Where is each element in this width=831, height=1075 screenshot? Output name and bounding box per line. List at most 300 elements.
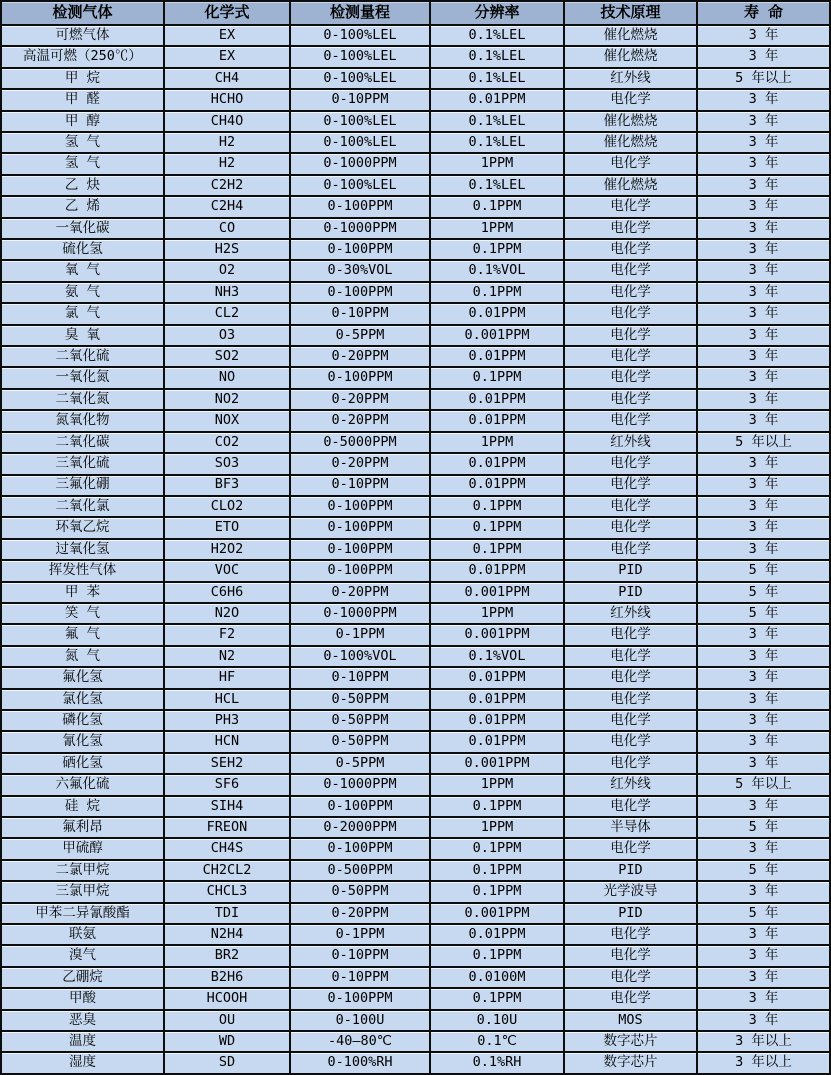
cell-range: 0-20PPM	[291, 583, 431, 604]
cell-principle: 催化燃烧	[565, 26, 698, 47]
cell-formula: N2H4	[165, 925, 291, 946]
cell-resolution: 0.1%VOL	[431, 647, 565, 668]
table-header-row	[2, 2, 831, 26]
cell-principle: 红外线	[565, 604, 698, 625]
table-row	[2, 583, 831, 604]
cell-principle: 电化学	[565, 968, 698, 989]
cell-lifespan: 3 年	[698, 347, 831, 368]
cell-gas-name: 溴气	[2, 946, 165, 967]
cell-resolution: 0.1PPM	[431, 946, 565, 967]
cell-lifespan: 3 年	[698, 390, 831, 411]
cell-formula: F2	[165, 625, 291, 646]
cell-lifespan: 3 年	[698, 797, 831, 818]
cell-lifespan: 3 年以上	[698, 1032, 831, 1053]
cell-formula: H2	[165, 154, 291, 175]
cell-principle: 电化学	[565, 711, 698, 732]
cell-lifespan: 3 年	[698, 454, 831, 475]
cell-gas-name: 二氧化碳	[2, 433, 165, 454]
cell-range: 0-100PPM	[291, 497, 431, 518]
cell-resolution: 0.1%LEL	[431, 69, 565, 90]
cell-lifespan: 3 年	[698, 989, 831, 1010]
cell-formula: HF	[165, 668, 291, 689]
cell-range: 0-10PPM	[291, 946, 431, 967]
cell-resolution: 0.01PPM	[431, 476, 565, 497]
table-row	[2, 946, 831, 967]
cell-range: 0-100PPM	[291, 240, 431, 261]
cell-principle: 电化学	[565, 797, 698, 818]
cell-formula: O2	[165, 261, 291, 282]
cell-lifespan: 5 年	[698, 561, 831, 582]
table-row	[2, 347, 831, 368]
table-row	[2, 797, 831, 818]
cell-range: 0-1000PPM	[291, 604, 431, 625]
cell-resolution: 0.01PPM	[431, 390, 565, 411]
table-row	[2, 454, 831, 475]
cell-gas-name: 甲硫醇	[2, 839, 165, 860]
cell-gas-name: 环氧乙烷	[2, 518, 165, 539]
cell-range: 0-10PPM	[291, 668, 431, 689]
cell-resolution: 0.1%LEL	[431, 26, 565, 47]
cell-lifespan: 3 年	[698, 625, 831, 646]
cell-range: 0-10PPM	[291, 304, 431, 325]
cell-gas-name: 甲苯二异氰酸酯	[2, 904, 165, 925]
cell-gas-name: 氢 气	[2, 133, 165, 154]
table-row	[2, 818, 831, 839]
cell-gas-name: 三氯甲烷	[2, 882, 165, 903]
cell-resolution: 0.01PPM	[431, 347, 565, 368]
table-row	[2, 219, 831, 240]
cell-principle: 电化学	[565, 518, 698, 539]
cell-range: 0-10PPM	[291, 968, 431, 989]
cell-formula: OU	[165, 1011, 291, 1032]
cell-lifespan: 3 年	[698, 304, 831, 325]
table-row	[2, 647, 831, 668]
cell-resolution: 1PPM	[431, 604, 565, 625]
cell-principle: 电化学	[565, 368, 698, 389]
cell-principle: 红外线	[565, 775, 698, 796]
cell-formula: BF3	[165, 476, 291, 497]
table-row	[2, 904, 831, 925]
table-row	[2, 433, 831, 454]
table-row	[2, 518, 831, 539]
cell-formula: SD	[165, 1053, 291, 1074]
table-row	[2, 925, 831, 946]
cell-gas-name: 氧 气	[2, 261, 165, 282]
table-row	[2, 69, 831, 90]
cell-resolution: 0.1PPM	[431, 240, 565, 261]
cell-range: 0-10PPM	[291, 90, 431, 111]
cell-formula: HCHO	[165, 90, 291, 111]
cell-resolution: 0.01PPM	[431, 925, 565, 946]
cell-lifespan: 3 年	[698, 647, 831, 668]
cell-principle: MOS	[565, 1011, 698, 1032]
cell-resolution: 0.001PPM	[431, 625, 565, 646]
cell-gas-name: 氯 气	[2, 304, 165, 325]
cell-formula: BR2	[165, 946, 291, 967]
cell-resolution: 0.1%VOL	[431, 261, 565, 282]
cell-gas-name: 乙 炔	[2, 176, 165, 197]
cell-resolution: 0.10U	[431, 1011, 565, 1032]
cell-gas-name: 氟 气	[2, 625, 165, 646]
cell-resolution: 0.01PPM	[431, 454, 565, 475]
cell-principle: 光学波导	[565, 882, 698, 903]
table-row	[2, 326, 831, 347]
cell-formula: NOX	[165, 411, 291, 432]
cell-principle: 电化学	[565, 454, 698, 475]
cell-resolution: 1PPM	[431, 775, 565, 796]
table-row	[2, 732, 831, 753]
cell-formula: PH3	[165, 711, 291, 732]
table-row	[2, 197, 831, 218]
cell-range: 0-20PPM	[291, 454, 431, 475]
cell-resolution: 0.1PPM	[431, 283, 565, 304]
cell-gas-name: 联氨	[2, 925, 165, 946]
cell-formula: NO	[165, 368, 291, 389]
cell-gas-name: 高温可燃（250℃）	[2, 47, 165, 68]
cell-lifespan: 3 年	[698, 732, 831, 753]
cell-range: 0-20PPM	[291, 411, 431, 432]
cell-gas-name: 氯化氢	[2, 690, 165, 711]
cell-formula: VOC	[165, 561, 291, 582]
cell-lifespan: 3 年	[698, 1011, 831, 1032]
cell-lifespan: 3 年	[698, 968, 831, 989]
cell-lifespan: 3 年	[698, 690, 831, 711]
cell-range: 0-100%VOL	[291, 647, 431, 668]
table-row	[2, 240, 831, 261]
table-row	[2, 1053, 831, 1074]
cell-principle: 电化学	[565, 540, 698, 561]
cell-lifespan: 3 年	[698, 154, 831, 175]
cell-gas-name: 氨 气	[2, 283, 165, 304]
cell-formula: H2S	[165, 240, 291, 261]
cell-range: 0-100U	[291, 1011, 431, 1032]
cell-gas-name: 恶臭	[2, 1011, 165, 1032]
table-row	[2, 112, 831, 133]
cell-range: 0-100%RH	[291, 1053, 431, 1074]
cell-lifespan: 5 年以上	[698, 433, 831, 454]
cell-formula: CHCL3	[165, 882, 291, 903]
cell-formula: HCN	[165, 732, 291, 753]
table-row	[2, 304, 831, 325]
cell-range: 0-100PPM	[291, 518, 431, 539]
cell-principle: 电化学	[565, 497, 698, 518]
table-row	[2, 668, 831, 689]
cell-resolution: 0.1%RH	[431, 1053, 565, 1074]
cell-formula: CH4	[165, 69, 291, 90]
cell-principle: 数字芯片	[565, 1032, 698, 1053]
cell-gas-name: 二氧化氯	[2, 497, 165, 518]
cell-lifespan: 5 年	[698, 604, 831, 625]
cell-principle: 电化学	[565, 668, 698, 689]
table-row	[2, 882, 831, 903]
cell-formula: NO2	[165, 390, 291, 411]
cell-gas-name: 二氧化氮	[2, 390, 165, 411]
cell-lifespan: 3 年	[698, 540, 831, 561]
column-header-resolution: 分辨率	[431, 2, 565, 26]
cell-gas-name: 挥发性气体	[2, 561, 165, 582]
cell-resolution: 0.1PPM	[431, 861, 565, 882]
cell-principle: 电化学	[565, 690, 698, 711]
cell-gas-name: 甲 苯	[2, 583, 165, 604]
cell-principle: 电化学	[565, 90, 698, 111]
cell-resolution: 0.1%LEL	[431, 176, 565, 197]
cell-resolution: 0.01PPM	[431, 668, 565, 689]
cell-formula: SEH2	[165, 754, 291, 775]
cell-principle: 电化学	[565, 219, 698, 240]
table-row	[2, 561, 831, 582]
cell-gas-name: 乙 烯	[2, 197, 165, 218]
table-row	[2, 411, 831, 432]
cell-principle: 电化学	[565, 347, 698, 368]
cell-principle: 电化学	[565, 154, 698, 175]
cell-principle: 电化学	[565, 925, 698, 946]
table-row	[2, 861, 831, 882]
cell-lifespan: 3 年	[698, 368, 831, 389]
cell-formula: SIH4	[165, 797, 291, 818]
cell-lifespan: 3 年以上	[698, 1053, 831, 1074]
cell-resolution: 0.001PPM	[431, 904, 565, 925]
cell-gas-name: 过氧化氢	[2, 540, 165, 561]
cell-lifespan: 3 年	[698, 946, 831, 967]
cell-formula: C2H2	[165, 176, 291, 197]
cell-resolution: 0.1PPM	[431, 497, 565, 518]
cell-lifespan: 3 年	[698, 197, 831, 218]
cell-gas-name: 甲 醛	[2, 90, 165, 111]
cell-resolution: 0.01PPM	[431, 304, 565, 325]
cell-principle: 电化学	[565, 946, 698, 967]
cell-principle: PID	[565, 904, 698, 925]
cell-principle: 电化学	[565, 476, 698, 497]
cell-principle: 催化燃烧	[565, 112, 698, 133]
cell-range: 0-100%LEL	[291, 176, 431, 197]
cell-formula: TDI	[165, 904, 291, 925]
cell-principle: PID	[565, 861, 698, 882]
table-row	[2, 968, 831, 989]
cell-range: 0-20PPM	[291, 390, 431, 411]
cell-principle: 电化学	[565, 261, 698, 282]
table-row	[2, 839, 831, 860]
cell-lifespan: 5 年	[698, 818, 831, 839]
table-row	[2, 989, 831, 1010]
cell-range: 0-50PPM	[291, 732, 431, 753]
cell-gas-name: 氟利昂	[2, 818, 165, 839]
cell-principle: 电化学	[565, 197, 698, 218]
cell-principle: 催化燃烧	[565, 133, 698, 154]
cell-range: 0-100PPM	[291, 368, 431, 389]
cell-gas-name: 二氯甲烷	[2, 861, 165, 882]
table-row	[2, 261, 831, 282]
cell-principle: PID	[565, 561, 698, 582]
cell-range: 0-1000PPM	[291, 775, 431, 796]
cell-formula: CO2	[165, 433, 291, 454]
cell-range: 0-500PPM	[291, 861, 431, 882]
cell-formula: FREON	[165, 818, 291, 839]
cell-lifespan: 3 年	[698, 711, 831, 732]
cell-formula: SO3	[165, 454, 291, 475]
cell-formula: CL2	[165, 304, 291, 325]
cell-resolution: 0.01PPM	[431, 411, 565, 432]
cell-resolution: 0.1PPM	[431, 839, 565, 860]
cell-gas-name: 乙硼烷	[2, 968, 165, 989]
table-row	[2, 625, 831, 646]
cell-resolution: 0.001PPM	[431, 754, 565, 775]
table-row	[2, 476, 831, 497]
table-row	[2, 133, 831, 154]
cell-lifespan: 3 年	[698, 219, 831, 240]
table-row	[2, 90, 831, 111]
cell-gas-name: 六氟化硫	[2, 775, 165, 796]
cell-formula: CH2CL2	[165, 861, 291, 882]
cell-range: 0-100%LEL	[291, 133, 431, 154]
cell-gas-name: 硒化氢	[2, 754, 165, 775]
cell-gas-name: 氰化氢	[2, 732, 165, 753]
cell-formula: C2H4	[165, 197, 291, 218]
cell-resolution: 0.1PPM	[431, 540, 565, 561]
cell-range: 0-100PPM	[291, 797, 431, 818]
cell-resolution: 1PPM	[431, 433, 565, 454]
cell-gas-name: 甲酸	[2, 989, 165, 1010]
cell-formula: SF6	[165, 775, 291, 796]
cell-gas-name: 臭 氧	[2, 326, 165, 347]
cell-formula: CH4S	[165, 839, 291, 860]
cell-principle: 数字芯片	[565, 1053, 698, 1074]
cell-gas-name: 硫化氢	[2, 240, 165, 261]
cell-resolution: 0.1℃	[431, 1032, 565, 1053]
cell-lifespan: 3 年	[698, 90, 831, 111]
cell-formula: SO2	[165, 347, 291, 368]
table-row	[2, 154, 831, 175]
table-row	[2, 540, 831, 561]
cell-range: 0-100PPM	[291, 540, 431, 561]
cell-range: 0-5000PPM	[291, 433, 431, 454]
cell-lifespan: 3 年	[698, 839, 831, 860]
cell-lifespan: 3 年	[698, 411, 831, 432]
table-row	[2, 176, 831, 197]
cell-resolution: 0.01PPM	[431, 711, 565, 732]
cell-range: 0-100PPM	[291, 989, 431, 1010]
cell-range: 0-100%LEL	[291, 47, 431, 68]
cell-resolution: 0.1PPM	[431, 368, 565, 389]
cell-lifespan: 3 年	[698, 133, 831, 154]
cell-range: 0-1PPM	[291, 925, 431, 946]
cell-range: 0-100%LEL	[291, 69, 431, 90]
cell-range: 0-20PPM	[291, 347, 431, 368]
cell-range: 0-50PPM	[291, 882, 431, 903]
cell-formula: HCOOH	[165, 989, 291, 1010]
column-header-principle: 技术原理	[565, 2, 698, 26]
table-row	[2, 283, 831, 304]
cell-range: 0-100%LEL	[291, 26, 431, 47]
column-header-gas: 检测气体	[2, 2, 165, 26]
cell-principle: 电化学	[565, 989, 698, 1010]
cell-lifespan: 3 年	[698, 47, 831, 68]
cell-formula: CO	[165, 219, 291, 240]
cell-gas-name: 氟化氢	[2, 668, 165, 689]
cell-formula: H2	[165, 133, 291, 154]
cell-lifespan: 3 年	[698, 240, 831, 261]
cell-range: 0-5PPM	[291, 754, 431, 775]
cell-range: 0-2000PPM	[291, 818, 431, 839]
cell-resolution: 0.1%LEL	[431, 133, 565, 154]
table-row	[2, 390, 831, 411]
cell-resolution: 0.1PPM	[431, 518, 565, 539]
cell-range: 0-100PPM	[291, 561, 431, 582]
cell-principle: 红外线	[565, 433, 698, 454]
cell-resolution: 0.1PPM	[431, 882, 565, 903]
cell-principle: 电化学	[565, 647, 698, 668]
cell-gas-name: 三氧化硫	[2, 454, 165, 475]
cell-gas-name: 硅 烷	[2, 797, 165, 818]
cell-range: 0-100PPM	[291, 839, 431, 860]
cell-range: 0-100PPM	[291, 197, 431, 218]
cell-range: 0-30%VOL	[291, 261, 431, 282]
cell-lifespan: 3 年	[698, 476, 831, 497]
column-header-range: 检测量程	[291, 2, 431, 26]
cell-gas-name: 磷化氢	[2, 711, 165, 732]
cell-resolution: 0.001PPM	[431, 583, 565, 604]
cell-lifespan: 5 年	[698, 904, 831, 925]
column-header-formula: 化学式	[165, 2, 291, 26]
cell-principle: 电化学	[565, 240, 698, 261]
cell-lifespan: 3 年	[698, 518, 831, 539]
cell-formula: EX	[165, 26, 291, 47]
cell-resolution: 0.01PPM	[431, 90, 565, 111]
cell-gas-name: 氢 气	[2, 154, 165, 175]
cell-resolution: 1PPM	[431, 818, 565, 839]
cell-formula: C6H6	[165, 583, 291, 604]
cell-lifespan: 3 年	[698, 112, 831, 133]
cell-gas-name: 氮氧化物	[2, 411, 165, 432]
cell-lifespan: 3 年	[698, 882, 831, 903]
cell-lifespan: 5 年	[698, 861, 831, 882]
cell-gas-name: 氮 气	[2, 647, 165, 668]
cell-gas-name: 甲 烷	[2, 69, 165, 90]
cell-gas-name: 可燃气体	[2, 26, 165, 47]
cell-resolution: 0.01PPM	[431, 561, 565, 582]
table-row	[2, 368, 831, 389]
cell-principle: PID	[565, 583, 698, 604]
table-row	[2, 1011, 831, 1032]
cell-range: 0-100%LEL	[291, 112, 431, 133]
table-row	[2, 47, 831, 68]
cell-range: 0-50PPM	[291, 711, 431, 732]
cell-principle: 电化学	[565, 283, 698, 304]
cell-formula: ETO	[165, 518, 291, 539]
cell-formula: O3	[165, 326, 291, 347]
cell-lifespan: 3 年	[698, 925, 831, 946]
cell-range: 0-10PPM	[291, 476, 431, 497]
cell-principle: 半导体	[565, 818, 698, 839]
cell-formula: EX	[165, 47, 291, 68]
table-row	[2, 775, 831, 796]
cell-range: 0-5PPM	[291, 326, 431, 347]
cell-resolution: 0.01PPM	[431, 690, 565, 711]
cell-lifespan: 3 年	[698, 497, 831, 518]
table-row	[2, 1032, 831, 1053]
table-row	[2, 754, 831, 775]
cell-range: 0-100PPM	[291, 283, 431, 304]
cell-resolution: 0.001PPM	[431, 326, 565, 347]
cell-range: 0-20PPM	[291, 904, 431, 925]
cell-formula: N2	[165, 647, 291, 668]
cell-range: 0-1000PPM	[291, 219, 431, 240]
cell-gas-name: 甲 醇	[2, 112, 165, 133]
table-row	[2, 26, 831, 47]
cell-lifespan: 5 年以上	[698, 775, 831, 796]
cell-resolution: 1PPM	[431, 219, 565, 240]
cell-gas-name: 温度	[2, 1032, 165, 1053]
cell-lifespan: 5 年以上	[698, 69, 831, 90]
